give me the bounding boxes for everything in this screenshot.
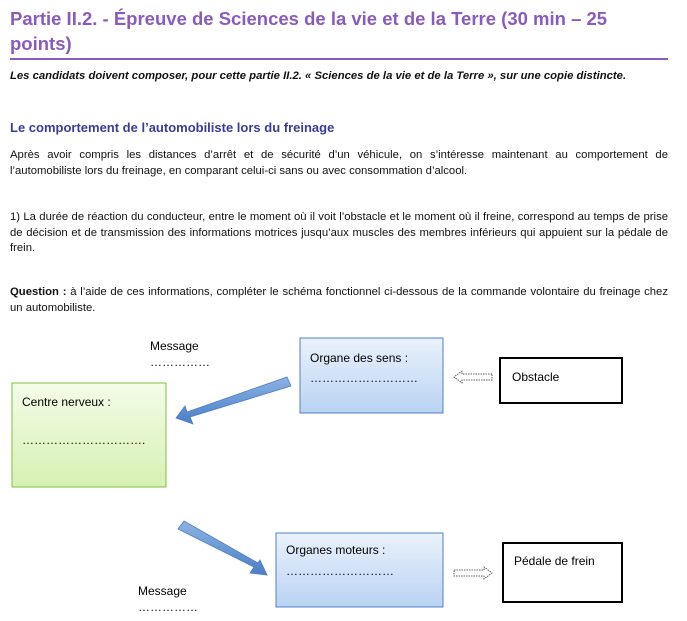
message-top-label: Message: [150, 339, 199, 353]
message-bottom-dots: ……………: [138, 600, 198, 614]
stimulus-arrow: [454, 371, 492, 383]
paragraph-context: Après avoir compris les distances d’arrêt et de sécurité d’un véhicule, on s’intéresse maintenant au comportement de l’automobiliste lors du freinage, en comparant celui-ci sans ou avec consommation d’alcool.: [10, 149, 668, 177]
sense-organ-dots: ………………………: [310, 371, 418, 385]
question-label: Question :: [10, 286, 67, 298]
instructions-text: Les candidats doivent composer, pour cette partie II.2. « Sciences de la vie et de la Terre », sur une copie distincte.: [10, 70, 627, 82]
efferent-message-arrow: [178, 521, 267, 575]
nerve-center-label: Centre nerveux :: [22, 395, 111, 409]
brake-pedal-label: Pédale de frein: [514, 554, 595, 568]
brake-pedal-box: [503, 543, 622, 602]
paragraph-reaction-time: 1) La durée de réaction du conducteur, entre le moment où il voit l’obstacle et le moment où il freine, correspond au temps de prise de décision et de transmission des informations motrices jusqu’aux muscles des membres inférieurs qui appuient sur la pédale de frein.: [10, 211, 668, 254]
motor-action-arrow: [454, 567, 492, 579]
obstacle-label: Obstacle: [512, 370, 560, 384]
question-paragraph: [10, 285, 668, 316]
motor-organs-label: Organes moteurs :: [286, 543, 386, 557]
message-top-dots: ……………: [150, 355, 210, 369]
message-bottom-label: Message: [138, 584, 187, 598]
page-title: Partie II.2. - Épreuve de Sciences de la vie et de la Terre (30 min – 25 points): [10, 8, 608, 54]
functional-diagram: [0, 330, 687, 621]
afferent-message-arrow: [176, 377, 291, 424]
sense-organ-label: Organe des sens :: [310, 351, 409, 365]
question-text: à l’aide de ces informations, compléter le schéma fonctionnel ci-dessous de la commande volontaire du freinage chez un automobiliste.: [10, 286, 668, 314]
motor-organs-dots: ………………………: [286, 564, 394, 578]
section-subtitle: Le comportement de l’automobiliste lors du freinage: [10, 120, 335, 135]
nerve-center-dots: ………………………….: [22, 433, 146, 447]
title-divider: [10, 58, 668, 60]
